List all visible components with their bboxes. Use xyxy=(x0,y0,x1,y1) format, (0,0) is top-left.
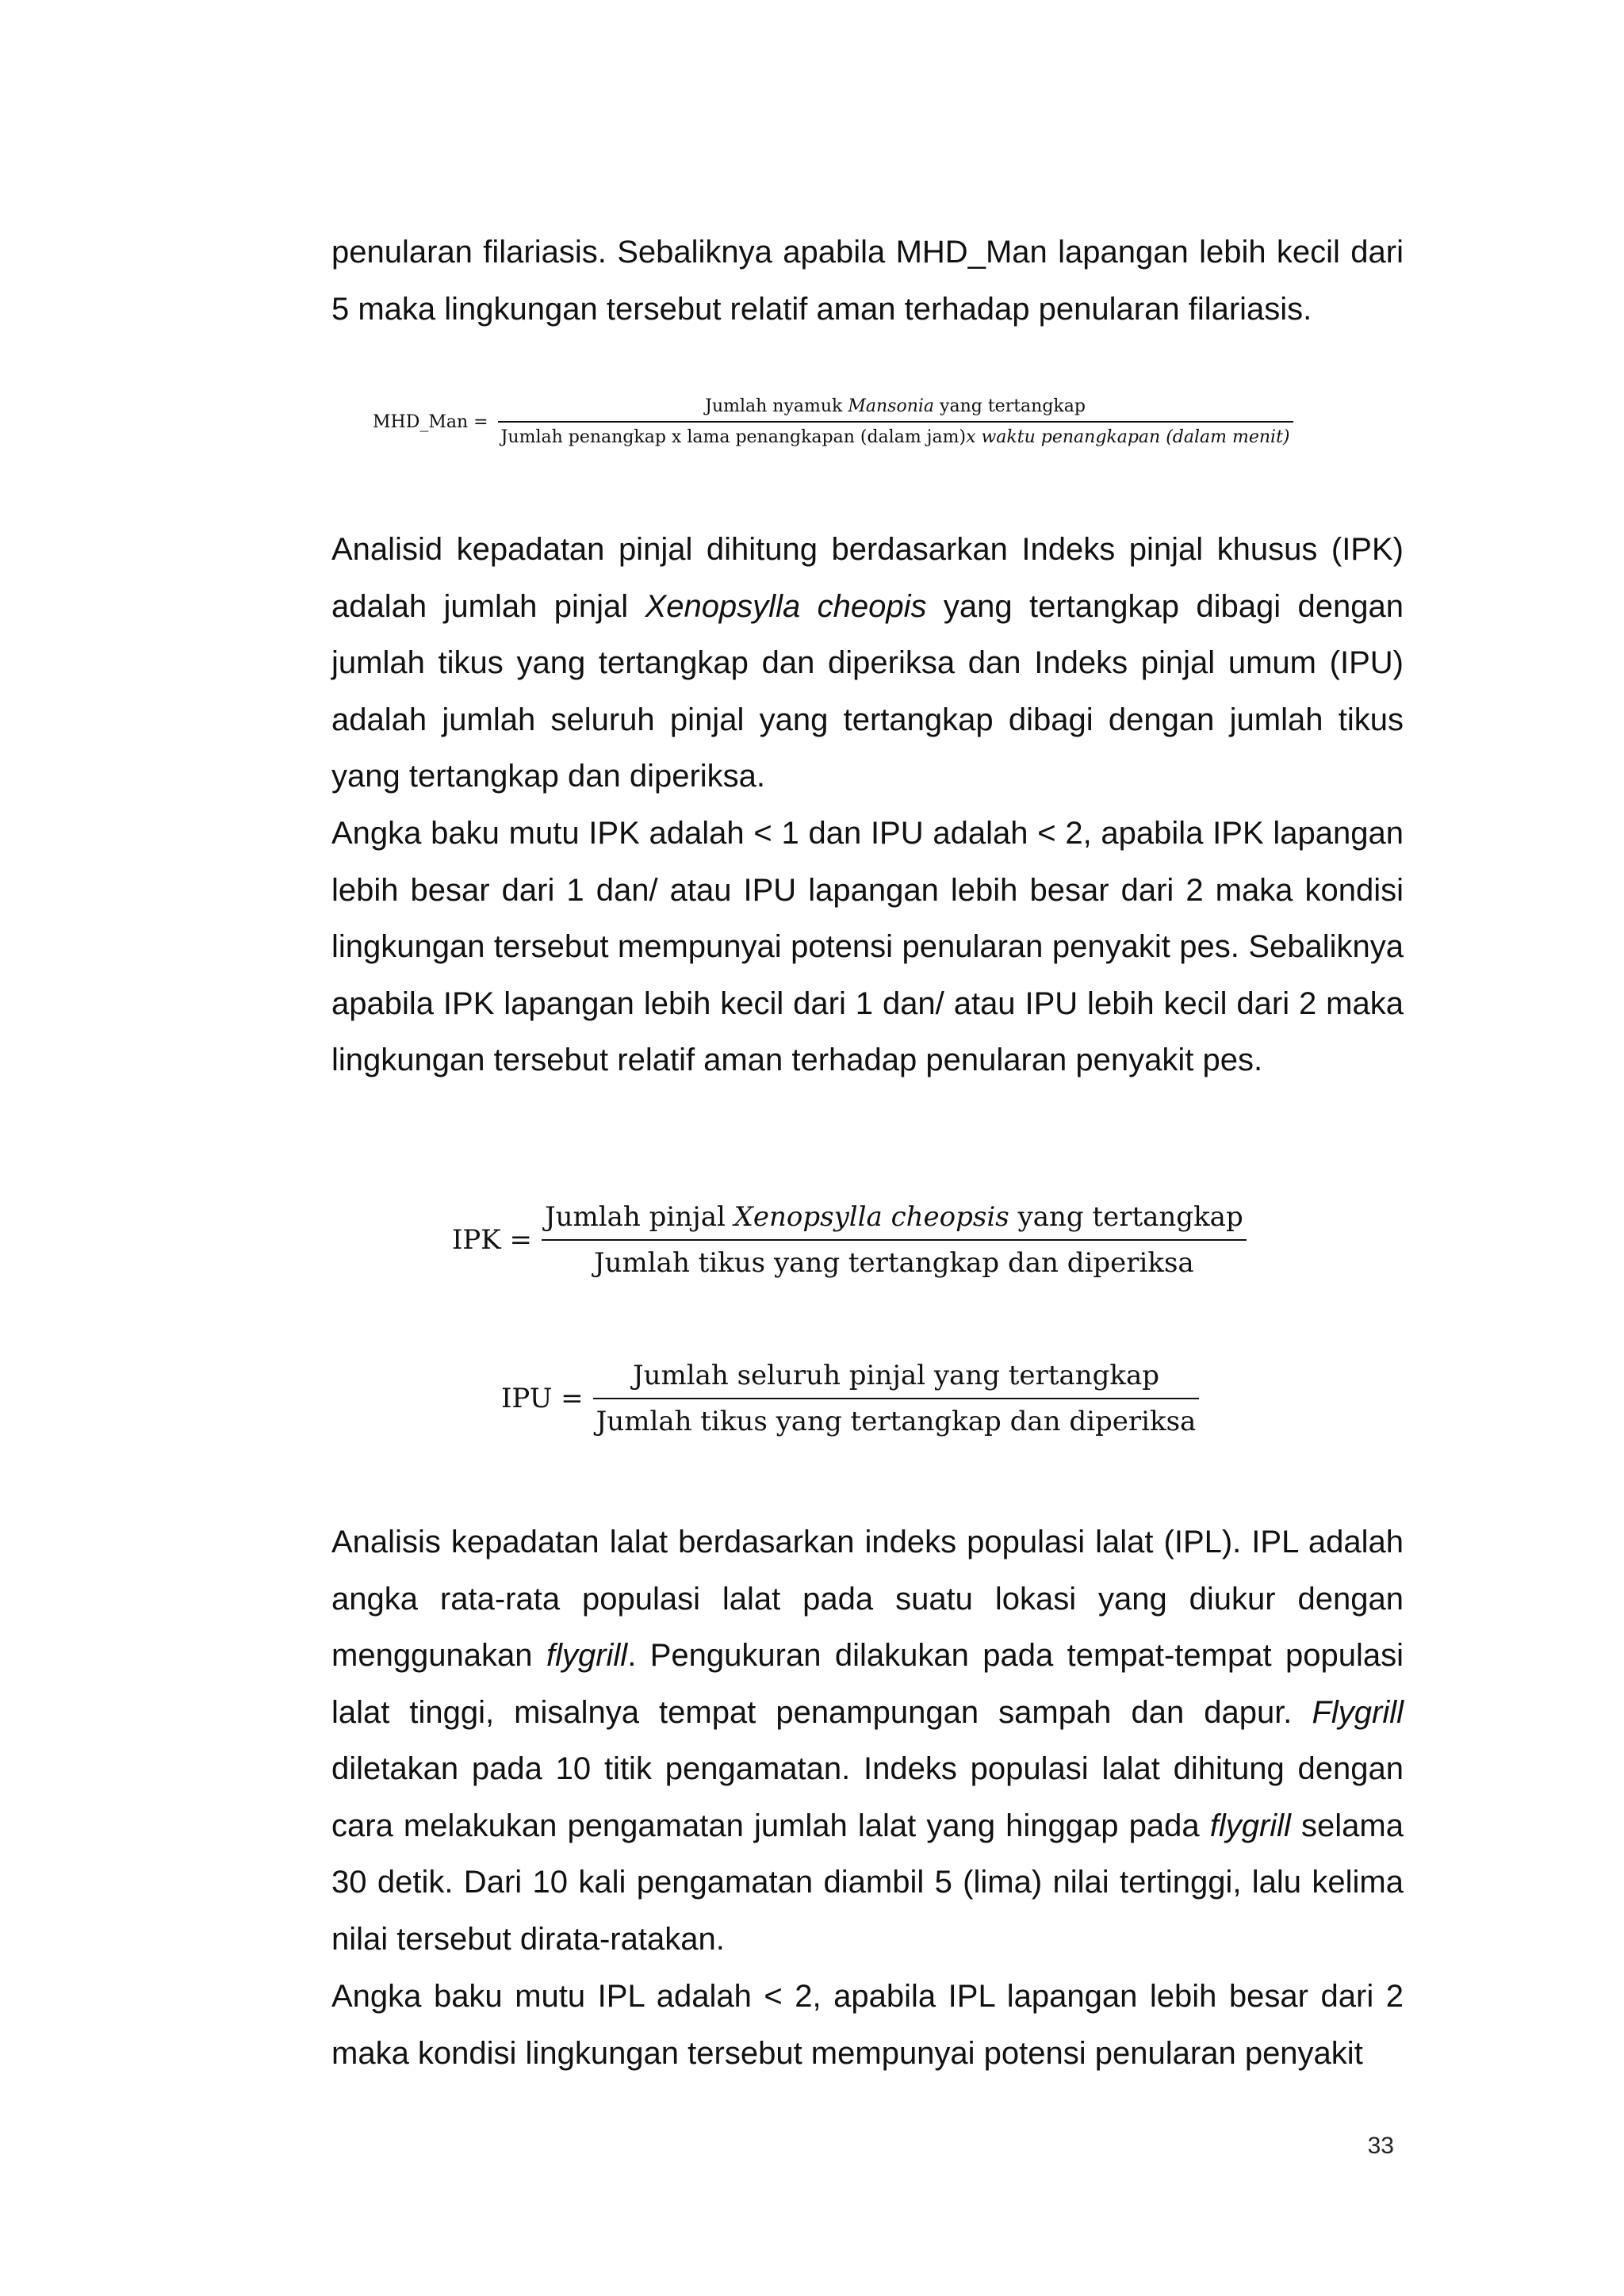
text-run: diletakan pada 10 titik pengamatan. Indeks populasi lalat dihitung dengan cara melakukan pengamatan jumlah lalat yang hinggap pada xyxy=(331,1751,1404,1843)
paragraph-fly-density xyxy=(331,1514,1404,1968)
equation-fraction xyxy=(498,396,1293,447)
paragraph-ipk-ipu-standard xyxy=(331,806,1404,1089)
paragraph-flea-density xyxy=(331,522,1404,806)
equation-numerator: Jumlah seluruh pinjal yang tertangkap xyxy=(632,1360,1160,1391)
equation-fraction xyxy=(593,1360,1200,1437)
paragraph-ipl-standard xyxy=(331,1969,1404,2082)
paragraph-text: Angka baku mutu IPK adalah < 1 dan IPU adalah < 2, apabila IPK lapangan lebih besar dari 1 dan/ atau IPU lapangan lebih besar dari 2 maka kondisi lingkungan tersebut mempunyai potensi penularan penyakit pes. Sebaliknya apabila IPK lapangan lebih kecil dari 1 dan/ atau IPU lebih kecil dari 2 maka lingkungan tersebut relatif aman terhadap penularan penyakit pes. xyxy=(331,816,1404,1077)
numerator-text: Jumlah pinjal xyxy=(545,1201,734,1233)
numerator-text-end: yang tertangkap xyxy=(1009,1201,1243,1233)
numerator-italic: Xenopsylla cheopsis xyxy=(733,1201,1009,1233)
equation-mhd-man xyxy=(373,396,1293,447)
italic-term: Flygrill xyxy=(1312,1694,1404,1730)
equation-denominator xyxy=(498,423,1293,447)
species-name: Xenopsylla cheopis xyxy=(645,588,927,624)
denominator-text: Jumlah penangkap x lama penangkapan (dalam jam) xyxy=(500,427,967,447)
denominator-italic: x waktu penangkapan (dalam menit) xyxy=(966,427,1290,447)
text-run: yang tertangkap dibagi dengan jumlah tikus yang tertangkap dan diperiksa dan Indeks pinjal umum (IPU) adalah jumlah seluruh pinjal yang tertangkap dibagi dengan jumlah tikus yang tertangkap dan diperiksa. xyxy=(331,588,1404,794)
italic-term: flygrill xyxy=(1209,1808,1291,1843)
equation-lhs: IPK = xyxy=(452,1224,533,1256)
equation-lhs: IPU = xyxy=(501,1383,584,1414)
equation-lhs: MHD_Man = xyxy=(373,411,488,432)
text-run: . Pengukuran dilakukan pada tempat-tempat populasi lalat tinggi, misalnya tempat penampungan sampah dan dapur. xyxy=(331,1638,1404,1730)
text-run: Analisis kepadatan lalat berdasarkan indeks populasi lalat (IPL). IPL adalah angka rata-rata populasi lalat pada suatu lokasi yang diukur dengan menggunakan xyxy=(331,1525,1404,1673)
equation-fraction xyxy=(542,1201,1247,1279)
equation-numerator xyxy=(542,1201,1247,1239)
equation-ipk xyxy=(452,1201,1247,1279)
paragraph-text xyxy=(331,1514,1404,1968)
paragraph-text: Angka baku mutu IPL adalah < 2, apabila IPL lapangan lebih besar dari 2 maka kondisi lingkungan tersebut mempunyai potensi penularan penyakit xyxy=(331,1979,1404,2071)
numerator-text: Jumlah nyamuk xyxy=(705,396,848,416)
paragraph-filariasis-conclusion xyxy=(331,224,1404,338)
equation-denominator: Jumlah tikus yang tertangkap dan diperiksa xyxy=(594,1247,1194,1279)
italic-term: flygrill xyxy=(546,1638,628,1673)
page-number: 33 xyxy=(1367,2133,1394,2159)
equation-ipu xyxy=(501,1360,1199,1437)
paragraph-text: penularan filariasis. Sebaliknya apabila MHD_Man lapangan lebih kecil dari 5 maka lingkungan tersebut relatif aman terhadap penularan filariasis. xyxy=(331,235,1404,327)
numerator-text-end: yang tertangkap xyxy=(934,396,1086,416)
paragraph-text xyxy=(331,522,1404,806)
text-run: Analisid kepadatan pinjal dihitung berdasarkan Indeks pinjal khusus (IPK) adalah jumlah pinjal xyxy=(331,532,1404,624)
equation-numerator xyxy=(702,396,1089,421)
equation-denominator: Jumlah tikus yang tertangkap dan diperiksa xyxy=(596,1406,1197,1437)
numerator-italic: Mansonia xyxy=(848,396,935,416)
text-run: selama 30 detik. Dari 10 kali pengamatan diambil 5 (lima) nilai tertinggi, lalu kelima nilai tersebut dirata-ratakan. xyxy=(331,1808,1404,1957)
